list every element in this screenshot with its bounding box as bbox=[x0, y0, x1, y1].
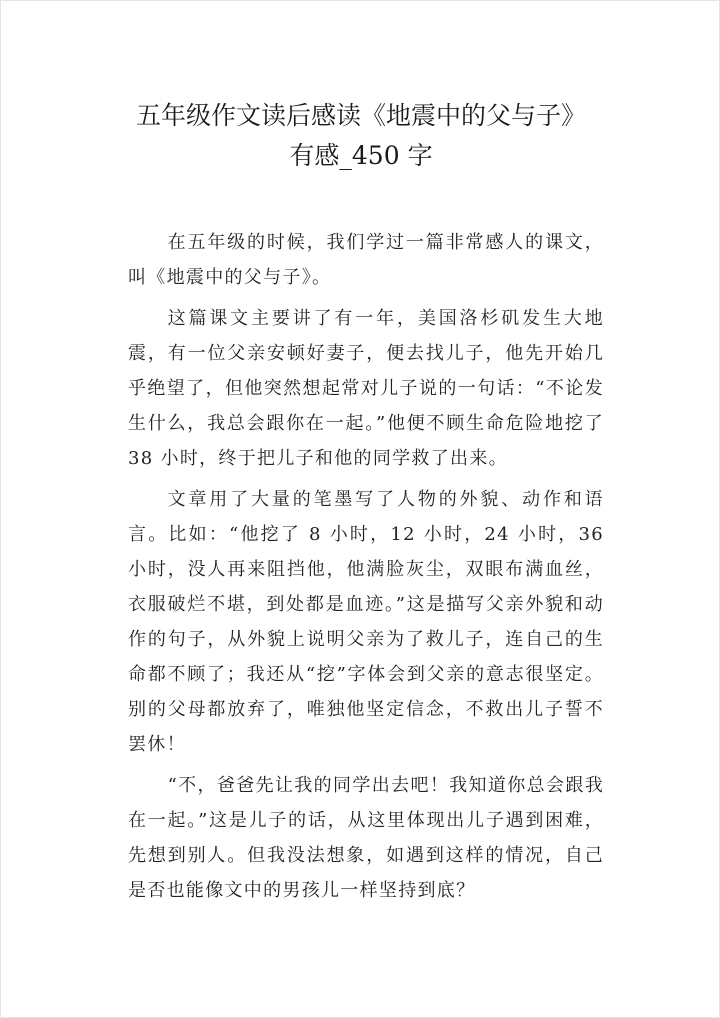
paragraph-3: 文章用了大量的笔墨写了人物的外貌、动作和语言。比如：“他挖了 8 小时，12 小时，24 小时，36 小时，没人再来阻挡他，他满脸灰尘，双眼布满血丝，衣服破烂不堪，到处都是血迹。”这是描写父亲外貌和动作的句子，从外貌上说明父亲为了救儿子，连自己的生命都不顾了；我还从“挖”字体会到父亲的意志很坚定。别的父母都放弃了，唯独他坚定信念，不救出儿子誓不罢休！ bbox=[128, 489, 604, 755]
document-title bbox=[91, 96, 631, 176]
title-line-1: 五年级作文读后感读《地震中的父与子》 bbox=[135, 101, 586, 130]
title-line-2: 有感_450 字 bbox=[289, 141, 433, 170]
paragraph-2: 这篇课文主要讲了有一年，美国洛杉矶发生大地震，有一位父亲安顿好妻子，便去找儿子，他先开始几乎绝望了，但他突然想起常对儿子说的一句话：“不论发生什么，我总会跟你在一起。”他便不顾生命危险地挖了 38 小时，终于把儿子和他的同学救了出来。 bbox=[128, 308, 604, 469]
paragraph-1: 在五年级的时候，我们学过一篇非常感人的课文，叫《地震中的父与子》。 bbox=[128, 232, 604, 288]
paragraph-4: “不，爸爸先让我的同学出去吧！我知道你总会跟我在一起。”这是儿子的话，从这里体现出儿子遇到困难，先想到别人。但我没法想象，如遇到这样的情况，自己是否也能像文中的男孩儿一样坚持到底？ bbox=[128, 775, 604, 901]
document-body bbox=[128, 225, 604, 914]
